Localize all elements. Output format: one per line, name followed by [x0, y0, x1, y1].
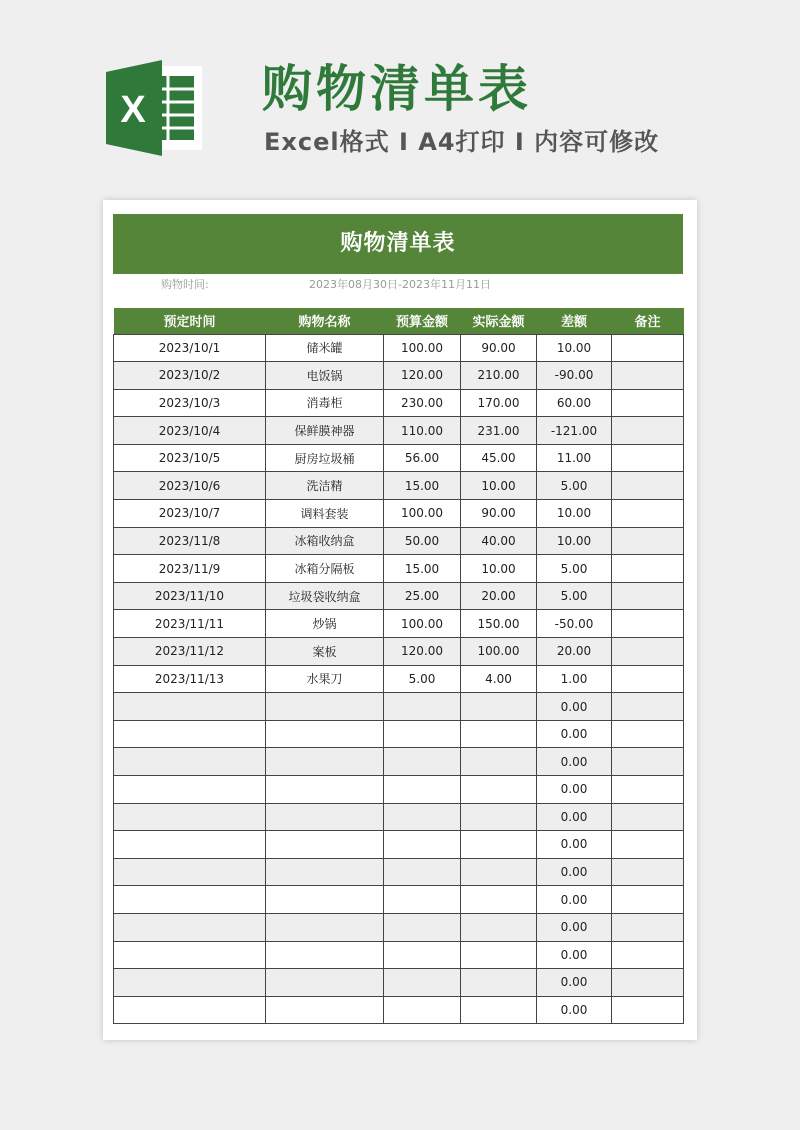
- cell-actual[interactable]: 10.00: [461, 472, 537, 500]
- cell-date[interactable]: [114, 831, 266, 859]
- cell-difference[interactable]: 0.00: [537, 858, 612, 886]
- cell-notes[interactable]: [612, 996, 684, 1024]
- cell-difference[interactable]: 0.00: [537, 693, 612, 721]
- cell-item[interactable]: 储米罐: [266, 334, 384, 362]
- cell-notes[interactable]: [612, 913, 684, 941]
- table-row: [114, 913, 684, 941]
- cell-budget[interactable]: [384, 748, 461, 776]
- cell-notes[interactable]: [612, 610, 684, 638]
- cell-difference[interactable]: 0.00: [537, 969, 612, 997]
- cell-notes[interactable]: [612, 886, 684, 914]
- cell-item[interactable]: 垃圾袋收纳盒: [266, 582, 384, 610]
- cell-item[interactable]: 冰箱收纳盒: [266, 527, 384, 555]
- table-row: [114, 472, 684, 500]
- cell-item[interactable]: 炒锅: [266, 610, 384, 638]
- cell-item[interactable]: [266, 748, 384, 776]
- purchase-time-value: 2023年08月30日-2023年11月11日: [309, 278, 491, 291]
- column-header-difference: 差额: [537, 308, 612, 334]
- cell-notes[interactable]: [612, 334, 684, 362]
- cell-difference[interactable]: 0.00: [537, 831, 612, 859]
- cell-difference[interactable]: 0.00: [537, 941, 612, 969]
- table-row: [114, 610, 684, 638]
- cell-item[interactable]: [266, 776, 384, 804]
- logo-letter: X: [120, 89, 146, 131]
- table-header-row: [114, 308, 684, 334]
- column-header-date: 预定时间: [114, 308, 266, 334]
- column-header-notes: 备注: [612, 308, 684, 334]
- cell-item[interactable]: 电饭锅: [266, 362, 384, 390]
- column-header-budget: 预算金额: [384, 308, 461, 334]
- cell-date[interactable]: [114, 969, 266, 997]
- cell-notes[interactable]: [612, 665, 684, 693]
- cell-budget[interactable]: 100.00: [384, 610, 461, 638]
- cell-budget[interactable]: 110.00: [384, 417, 461, 445]
- table-row: [114, 334, 684, 362]
- cell-actual[interactable]: 100.00: [461, 638, 537, 666]
- cell-item[interactable]: 保鲜膜神器: [266, 417, 384, 445]
- cell-difference[interactable]: 1.00: [537, 665, 612, 693]
- cell-notes[interactable]: [612, 472, 684, 500]
- cell-actual[interactable]: 90.00: [461, 334, 537, 362]
- sheet-title: 购物清单表: [113, 214, 683, 274]
- cell-item[interactable]: 调料套装: [266, 500, 384, 528]
- cell-actual[interactable]: 40.00: [461, 527, 537, 555]
- cell-item[interactable]: 消毒柜: [266, 389, 384, 417]
- cell-budget[interactable]: 56.00: [384, 444, 461, 472]
- cell-date[interactable]: [114, 748, 266, 776]
- cell-date[interactable]: [114, 776, 266, 804]
- cell-item[interactable]: [266, 831, 384, 859]
- cell-date[interactable]: [114, 803, 266, 831]
- cell-actual[interactable]: 20.00: [461, 582, 537, 610]
- cell-actual[interactable]: [461, 858, 537, 886]
- cell-actual[interactable]: 231.00: [461, 417, 537, 445]
- cell-actual[interactable]: [461, 776, 537, 804]
- column-header-actual: 实际金额: [461, 308, 537, 334]
- cell-notes[interactable]: [612, 527, 684, 555]
- cell-difference[interactable]: 11.00: [537, 444, 612, 472]
- cell-difference[interactable]: 0.00: [537, 776, 612, 804]
- cell-notes[interactable]: [612, 941, 684, 969]
- cell-actual[interactable]: [461, 720, 537, 748]
- cell-date[interactable]: [114, 996, 266, 1024]
- excel-logo-icon: [104, 58, 204, 158]
- table-row: [114, 638, 684, 666]
- cell-difference[interactable]: 0.00: [537, 748, 612, 776]
- cell-actual[interactable]: [461, 693, 537, 721]
- cell-budget[interactable]: [384, 969, 461, 997]
- table-row: [114, 941, 684, 969]
- table-row: [114, 831, 684, 859]
- cell-difference[interactable]: -121.00: [537, 417, 612, 445]
- cell-notes[interactable]: [612, 362, 684, 390]
- cell-budget[interactable]: 100.00: [384, 334, 461, 362]
- table-row: [114, 500, 684, 528]
- cell-notes[interactable]: [612, 693, 684, 721]
- cell-difference[interactable]: 20.00: [537, 638, 612, 666]
- cell-actual[interactable]: 10.00: [461, 555, 537, 583]
- table-row: [114, 444, 684, 472]
- cell-item[interactable]: [266, 996, 384, 1024]
- cell-item[interactable]: [266, 720, 384, 748]
- cell-item[interactable]: 冰箱分隔板: [266, 555, 384, 583]
- cell-actual[interactable]: [461, 941, 537, 969]
- cell-difference[interactable]: 0.00: [537, 913, 612, 941]
- cell-actual[interactable]: 150.00: [461, 610, 537, 638]
- table-row: [114, 858, 684, 886]
- cell-budget[interactable]: 120.00: [384, 638, 461, 666]
- cell-difference[interactable]: 0.00: [537, 720, 612, 748]
- cell-budget[interactable]: 120.00: [384, 362, 461, 390]
- cell-notes[interactable]: [612, 831, 684, 859]
- cell-budget[interactable]: [384, 941, 461, 969]
- cell-actual[interactable]: 45.00: [461, 444, 537, 472]
- cell-notes[interactable]: [612, 500, 684, 528]
- cell-difference[interactable]: 60.00: [537, 389, 612, 417]
- cell-date[interactable]: [114, 886, 266, 914]
- cell-date[interactable]: [114, 913, 266, 941]
- cell-notes[interactable]: [612, 582, 684, 610]
- cell-budget[interactable]: [384, 720, 461, 748]
- cell-notes[interactable]: [612, 720, 684, 748]
- cell-notes[interactable]: [612, 803, 684, 831]
- cell-notes[interactable]: [612, 389, 684, 417]
- cell-difference[interactable]: 0.00: [537, 996, 612, 1024]
- cell-date[interactable]: 2023/10/6: [114, 472, 266, 500]
- cell-difference[interactable]: 5.00: [537, 555, 612, 583]
- cell-date[interactable]: 2023/10/4: [114, 417, 266, 445]
- cell-actual[interactable]: 90.00: [461, 500, 537, 528]
- table-row: [114, 527, 684, 555]
- cell-budget[interactable]: 50.00: [384, 527, 461, 555]
- cell-date[interactable]: 2023/11/9: [114, 555, 266, 583]
- cell-item[interactable]: [266, 803, 384, 831]
- cell-date[interactable]: 2023/11/11: [114, 610, 266, 638]
- cell-budget[interactable]: [384, 913, 461, 941]
- table-row: [114, 886, 684, 914]
- table-row: [114, 969, 684, 997]
- cell-budget[interactable]: [384, 858, 461, 886]
- cell-date[interactable]: [114, 693, 266, 721]
- cell-difference[interactable]: 10.00: [537, 334, 612, 362]
- table-row: [114, 389, 684, 417]
- cell-date[interactable]: 2023/10/7: [114, 500, 266, 528]
- cell-date[interactable]: [114, 941, 266, 969]
- cell-actual[interactable]: [461, 886, 537, 914]
- cell-actual[interactable]: [461, 913, 537, 941]
- cell-date[interactable]: 2023/11/10: [114, 582, 266, 610]
- cell-item[interactable]: 厨房垃圾桶: [266, 444, 384, 472]
- cell-budget[interactable]: [384, 693, 461, 721]
- table-row: [114, 693, 684, 721]
- cell-budget[interactable]: [384, 996, 461, 1024]
- cell-budget[interactable]: [384, 776, 461, 804]
- cell-difference[interactable]: -90.00: [537, 362, 612, 390]
- cell-item[interactable]: [266, 941, 384, 969]
- shopping-table: [113, 308, 684, 1024]
- table-row: [114, 776, 684, 804]
- cell-budget[interactable]: 15.00: [384, 555, 461, 583]
- cell-notes[interactable]: [612, 748, 684, 776]
- cell-item[interactable]: [266, 886, 384, 914]
- cell-budget[interactable]: [384, 831, 461, 859]
- cell-date[interactable]: [114, 720, 266, 748]
- page-title: 购物清单表: [262, 60, 532, 118]
- cell-actual[interactable]: 170.00: [461, 389, 537, 417]
- cell-date[interactable]: 2023/11/13: [114, 665, 266, 693]
- cell-date[interactable]: 2023/10/1: [114, 334, 266, 362]
- cell-difference[interactable]: 0.00: [537, 803, 612, 831]
- cell-date[interactable]: 2023/11/8: [114, 527, 266, 555]
- cell-date[interactable]: [114, 858, 266, 886]
- cell-item[interactable]: 水果刀: [266, 665, 384, 693]
- cell-budget[interactable]: [384, 886, 461, 914]
- table-row: [114, 748, 684, 776]
- page-subtitle: Excel格式 I A4打印 I 内容可修改: [264, 128, 660, 156]
- cell-item[interactable]: [266, 693, 384, 721]
- cell-notes[interactable]: [612, 417, 684, 445]
- cell-budget[interactable]: 230.00: [384, 389, 461, 417]
- table-row: [114, 720, 684, 748]
- cell-actual[interactable]: 210.00: [461, 362, 537, 390]
- table-row: [114, 665, 684, 693]
- cell-budget[interactable]: 100.00: [384, 500, 461, 528]
- cell-item[interactable]: [266, 858, 384, 886]
- cell-item[interactable]: 案板: [266, 638, 384, 666]
- cell-date[interactable]: 2023/10/3: [114, 389, 266, 417]
- cell-notes[interactable]: [612, 969, 684, 997]
- cell-difference[interactable]: 10.00: [537, 500, 612, 528]
- cell-notes[interactable]: [612, 638, 684, 666]
- cell-difference[interactable]: 0.00: [537, 886, 612, 914]
- cell-difference[interactable]: -50.00: [537, 610, 612, 638]
- cell-date[interactable]: 2023/10/2: [114, 362, 266, 390]
- cell-date[interactable]: 2023/11/12: [114, 638, 266, 666]
- cell-difference[interactable]: 10.00: [537, 527, 612, 555]
- cell-item[interactable]: 洗洁精: [266, 472, 384, 500]
- table-row: [114, 803, 684, 831]
- cell-notes[interactable]: [612, 444, 684, 472]
- table-row: [114, 417, 684, 445]
- table-row: [114, 996, 684, 1024]
- cell-budget[interactable]: 5.00: [384, 665, 461, 693]
- cell-difference[interactable]: 5.00: [537, 582, 612, 610]
- column-header-item: 购物名称: [266, 308, 384, 334]
- cell-actual[interactable]: [461, 831, 537, 859]
- table-row: [114, 362, 684, 390]
- purchase-time-label: 购物时间:: [161, 278, 209, 291]
- cell-difference[interactable]: 5.00: [537, 472, 612, 500]
- cell-item[interactable]: [266, 969, 384, 997]
- sheet-paper: [103, 200, 697, 1040]
- table-row: [114, 582, 684, 610]
- cell-actual[interactable]: [461, 996, 537, 1024]
- cell-actual[interactable]: [461, 969, 537, 997]
- cell-item[interactable]: [266, 913, 384, 941]
- cell-budget[interactable]: 25.00: [384, 582, 461, 610]
- cell-actual[interactable]: [461, 803, 537, 831]
- table-row: [114, 555, 684, 583]
- cell-date[interactable]: 2023/10/5: [114, 444, 266, 472]
- cell-budget[interactable]: 15.00: [384, 472, 461, 500]
- cell-budget[interactable]: [384, 803, 461, 831]
- cell-actual[interactable]: 4.00: [461, 665, 537, 693]
- cell-notes[interactable]: [612, 858, 684, 886]
- cell-notes[interactable]: [612, 555, 684, 583]
- cell-notes[interactable]: [612, 776, 684, 804]
- cell-actual[interactable]: [461, 748, 537, 776]
